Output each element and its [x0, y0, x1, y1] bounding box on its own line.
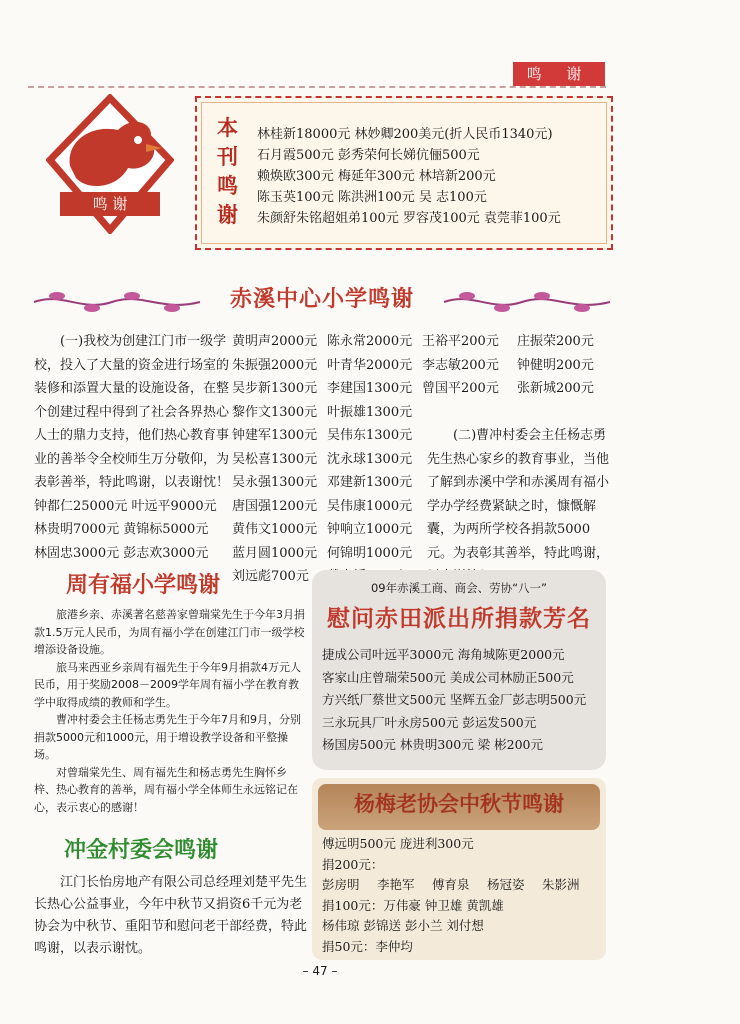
yangmei-donor-list: 傅远明500元 庞进利300元 捐200元： 彭房明 李艳军 傅育泉 杨冠姿 朱影洲 捐100元：万伟豪 钟卫雄 黄凯雄 杨伟琼 彭锦送 彭小兰 刘付想 捐50元：李仲均 [322, 834, 597, 957]
yangmei-box [312, 778, 606, 960]
donor-row: 蓝月圆1000元 何锦明1000元 [232, 545, 413, 561]
donor-row: 吴永强1300元 邓建新1300元 [232, 475, 413, 490]
zhou-title: 周有福小学鸣谢 [66, 573, 221, 598]
chixi-intro: (一)我校为创建江门市一级学校，投入了大量的资金进行场室的装修和添置大量的设施设备，在整个创建过程中得到了社会各界热心人士的鼎力支持，他们热心教育事业的善举令全校师生万分敬仰，为表彰善举，特此鸣谢，以表谢忱！ [34, 334, 230, 490]
donor-line: 赖焕欧300元 梅延年300元 林培新200元 [257, 169, 496, 184]
donor-row: 吴松喜1300元 沈永球1300元 [232, 451, 413, 467]
chixi-title: 赤溪中心小学鸣谢 [229, 287, 414, 312]
vine-right-icon [442, 288, 612, 314]
donor-line: 朱颜舒朱铭超姐弟100元 罗容茂100元 袁莞菲100元 [257, 211, 561, 226]
header-rule [28, 86, 606, 88]
page-number: – 47 – [302, 964, 338, 978]
police-donor-list: 捷成公司叶远平3000元 海角城陈更2000元 客家山庄曾瑞荣500元 美成公司林励正500元 方兴纸厂蔡世文500元 坚辉五金厂彭志明500元 三永玩具厂叶永房500元 彭运发500元 杨国房500元 林贵明300元 梁 彬200元 [322, 647, 587, 752]
donor-pair-row: 钟都仁25000元 叶远平9000元 [34, 498, 217, 514]
donor-row: 刘远彪700元 [232, 569, 309, 584]
donor-row: 钟建军1300元 吴伟东1300元 [232, 428, 413, 443]
chixi-part2: (二)曹冲村委会主任杨志勇先生热心家乡的教育事业，当他了解到赤溪中学和赤溪周有福小学办学经费紧缺之时，慷慨解囊，为两所学校各捐款5000元。为表彰其善举，特此鸣谢， [427, 428, 610, 561]
emblem-label: 鸣 谢 [92, 195, 128, 213]
section-tag: 鸣 谢 [513, 62, 605, 86]
donor-pair-row: 林贵明7000元 黄锦标5000元 [34, 522, 209, 537]
chongjin-body: 江门长怡房地产有限公司总经理刘楚平先生长热心公益事业，今年中秋节又捐资6千元为老协会为中秋节、重阳节和慰问老干部经费，特此鸣谢，以表示谢忱。 [34, 875, 308, 956]
donor-row: 黄明声2000元 陈永常2000元 王裕平200元 庄振荣200元 [232, 334, 594, 349]
zhou-body: 旅港乡亲、赤溪著名慈善家曾瑞棠先生于今年3月捐款1.5万元人民币，为周有福小学在创建江门市一级学校增添设备设施。 旅马来西亚乡亲周有福先生于今年9月捐款4万元人民币，用于奖励2008－2009学年周有福小学在教育教学中取得成绩的教师和学生。 曹冲村委会主任杨志勇先生于今年7月和9月，分别捐款5000元和1000元，用于增设教学设备和平整操场。 对曾瑞棠先生、周有福先生和杨志勇先生胸怀乡梓、热心教育的善举，周有福小学全体师生永远铭记在心，表示衷心的感谢！ [34, 608, 305, 814]
vertical-title: 本 刊 鸣 谢 [217, 116, 238, 227]
police-title: 慰问赤田派出所捐款芳名 [327, 606, 591, 632]
police-subtitle: 09年赤溪工商、商会、劳协“八一” [370, 581, 548, 595]
chongjin-title: 冲金村委会鸣谢 [64, 838, 219, 863]
thanks-bird-emblem-icon [46, 94, 174, 234]
donor-line: 石月霞500元 彭秀荣何长娣伉俪500元 [257, 148, 480, 163]
chixi-intro-column [34, 330, 229, 565]
donor-row: 黎作文1300元 叶振雄1300元 [232, 404, 413, 420]
donor-row: 唐国强1200元 吴伟康1000元 [232, 498, 413, 514]
donor-row: 朱振强2000元 叶青华2000元 李志敏200元 钟健明200元 [232, 357, 594, 373]
donor-names-row: 彭房明 李艳军 傅育泉 杨冠姿 朱影洲 [322, 877, 580, 892]
police-donation-box [312, 570, 606, 770]
donor-row: 吴步新1300元 李建国1300元 曾国平200元 张新城200元 [232, 381, 594, 396]
donor-row: 黄伟文1000元 钟响立1000元 [232, 522, 413, 537]
journal-thanks-box [195, 96, 613, 250]
chixi-banner [32, 282, 612, 318]
donor-line: 陈玉英100元 陈洪洲100元 吴 志100元 [257, 190, 487, 205]
donor-pair-row: 林固忠3000元 彭志欢3000元 [34, 545, 209, 561]
donor-line: 林桂新18000元 林妙卿200美元(折人民币1340元) [257, 127, 553, 142]
donor-lines [257, 124, 561, 229]
yangmei-title: 杨梅老协会中秋节鸣谢 [354, 792, 564, 816]
